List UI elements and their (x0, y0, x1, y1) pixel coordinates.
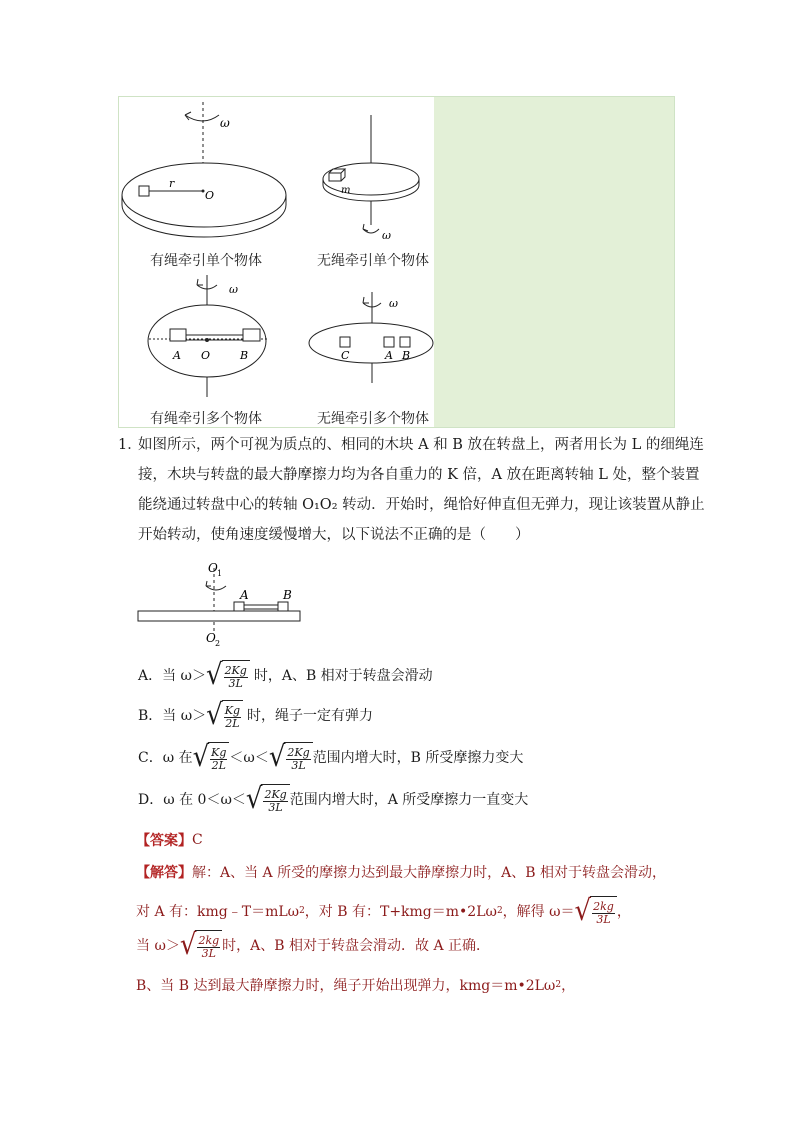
solution-cond: 当 ω＞ (136, 938, 180, 954)
option-c-prefix: C．ω 在 (138, 750, 193, 766)
solution-eq-end: ， (616, 904, 631, 920)
o1-label: O (208, 561, 218, 575)
solution-conclusion: 时，A、B 相对于转盘会滑动．故 A 正确． (222, 938, 491, 954)
sqrt-expression: √ $\frac{2Kg}{3L}$ (206, 660, 250, 690)
solution-line-3 (136, 930, 490, 960)
disc-rope-multi (148, 275, 267, 397)
a-label: A (173, 349, 181, 362)
fraction-numerator: 2Kg (264, 788, 287, 801)
b-label: B (402, 349, 411, 362)
o2-subscript: 2 (215, 639, 221, 648)
option-c (138, 742, 523, 772)
fraction-denominator: 3L (596, 913, 611, 926)
solution-tag: 【解答】 (136, 865, 192, 881)
option-d-suffix: 范围内增大时，A 所受摩擦力一直变大 (289, 792, 529, 808)
question-line-2: 接，木块与转盘的最大静摩擦力均为各自重力的 K 倍，A 放在距离转轴 L 处，整个装置 (138, 467, 700, 483)
disc-rope-single (122, 102, 286, 237)
option-c-suffix: 范围内增大时，B 所受摩擦力变大 (312, 750, 524, 766)
fraction-numerator: Kg (211, 746, 227, 759)
fraction-numerator: Kg (224, 704, 240, 717)
superscript: 2 (555, 980, 562, 990)
sqrt-expression: √ $\frac{Kg}{2L}$ (206, 700, 243, 730)
question-line-4: 开始转动，使角速度缓慢增大，以下说法不正确的是（ ） (138, 527, 530, 543)
option-d-prefix: D．ω 在 0＜ω＜ (138, 792, 246, 808)
sqrt-expression: √ $\frac{2kg}{3L}$ (575, 896, 617, 926)
fraction-numerator: 2Kg (287, 746, 310, 759)
option-b-prefix: B．当 ω＞ (138, 708, 207, 724)
a-label: A (385, 349, 393, 362)
question-number: 1． (118, 437, 142, 453)
answer-tag: 【答案】 (136, 833, 192, 849)
sqrt-expression: √ $\frac{2Kg}{3L}$ (246, 784, 290, 814)
fraction-denominator: 3L (228, 677, 243, 690)
disc-free-multi (309, 292, 433, 383)
option-a (138, 660, 433, 690)
sqrt-expression: √ $\frac{Kg}{2L}$ (193, 742, 230, 772)
fraction-denominator: 3L (268, 801, 283, 814)
solution-eq-c: ，解得 ω＝ (502, 904, 575, 920)
caption-rope-single: 有绳牵引单个物体 (150, 253, 262, 269)
solution-eq-b: ，对 B 有：T+kmg＝m•2Lω (304, 904, 497, 920)
superscript: 2 (299, 906, 305, 916)
b-label: B (283, 588, 292, 602)
figure-blank-panel (434, 97, 674, 427)
omega-label: ω (382, 229, 391, 242)
o2-label: O (206, 631, 216, 645)
solution-line-4 (136, 975, 575, 995)
option-a-prefix: A．当 ω＞ (138, 668, 206, 684)
option-d (138, 784, 528, 814)
solution-line-2 (136, 896, 631, 926)
r-label: r (169, 177, 175, 190)
question-line-1: 如图所示，两个可视为质点的、相同的木块 A 和 B 放在转盘上，两者用长为 L 的细绳连 (138, 437, 704, 453)
superscript: 2 (496, 906, 503, 916)
fraction-numerator: 2kg (198, 934, 220, 947)
solution-text: 解：A、当 A 所受的摩擦力达到最大静摩擦力时，A、B 相对于转盘会滑动， (192, 865, 666, 881)
fraction-numerator: 2Kg (224, 664, 247, 677)
fraction-denominator: 3L (201, 947, 216, 960)
turntable-side-view (136, 556, 304, 656)
caption-free-single: 无绳牵引单个物体 (317, 253, 429, 269)
sqrt-expression: √ $\frac{2kg}{3L}$ (180, 930, 222, 960)
answer-line (136, 830, 203, 850)
caption-free-multi: 无绳牵引多个物体 (317, 411, 429, 427)
sqrt-expression: √ $\frac{2Kg}{3L}$ (269, 742, 313, 772)
fraction-denominator: 2L (211, 759, 226, 772)
fraction-denominator: 3L (291, 759, 306, 772)
option-b (138, 700, 373, 730)
solution-line-1 (136, 862, 666, 882)
solution-b-end: ， (561, 978, 576, 994)
b-label: B (240, 349, 249, 362)
solution-eq-a: 对 A 有：kmg﹣T＝mLω (136, 904, 300, 920)
option-c-mid: ＜ω＜ (229, 750, 269, 766)
option-b-suffix: 时，绳子一定有弹力 (247, 708, 373, 724)
omega-label: ω (229, 283, 238, 296)
c-label: C (341, 349, 350, 362)
fraction-numerator: 2kg (593, 900, 614, 913)
answer-value: C (192, 832, 203, 848)
fraction-denominator: 2L (225, 717, 240, 730)
omega-label: ω (389, 297, 398, 310)
disc-free-single (323, 115, 419, 242)
o-label: O (201, 349, 211, 362)
caption-rope-multi: 有绳牵引多个物体 (150, 411, 262, 427)
o-label: O (205, 189, 215, 202)
question-line-3: 能绕通过转盘中心的转轴 O₁O₂ 转动．开始时，绳恰好伸直但无弹力，现让该装置从静止 (138, 497, 705, 513)
omega-label: ω (220, 116, 230, 130)
m-label: m (341, 185, 351, 196)
option-a-suffix: 时，A、B 相对于转盘会滑动 (253, 668, 433, 684)
solution-b-text: B、当 B 达到最大静摩擦力时，绳子开始出现弹力，kmg＝m•2Lω (136, 978, 556, 994)
a-label: A (240, 588, 249, 602)
o1-subscript: 1 (217, 569, 223, 578)
